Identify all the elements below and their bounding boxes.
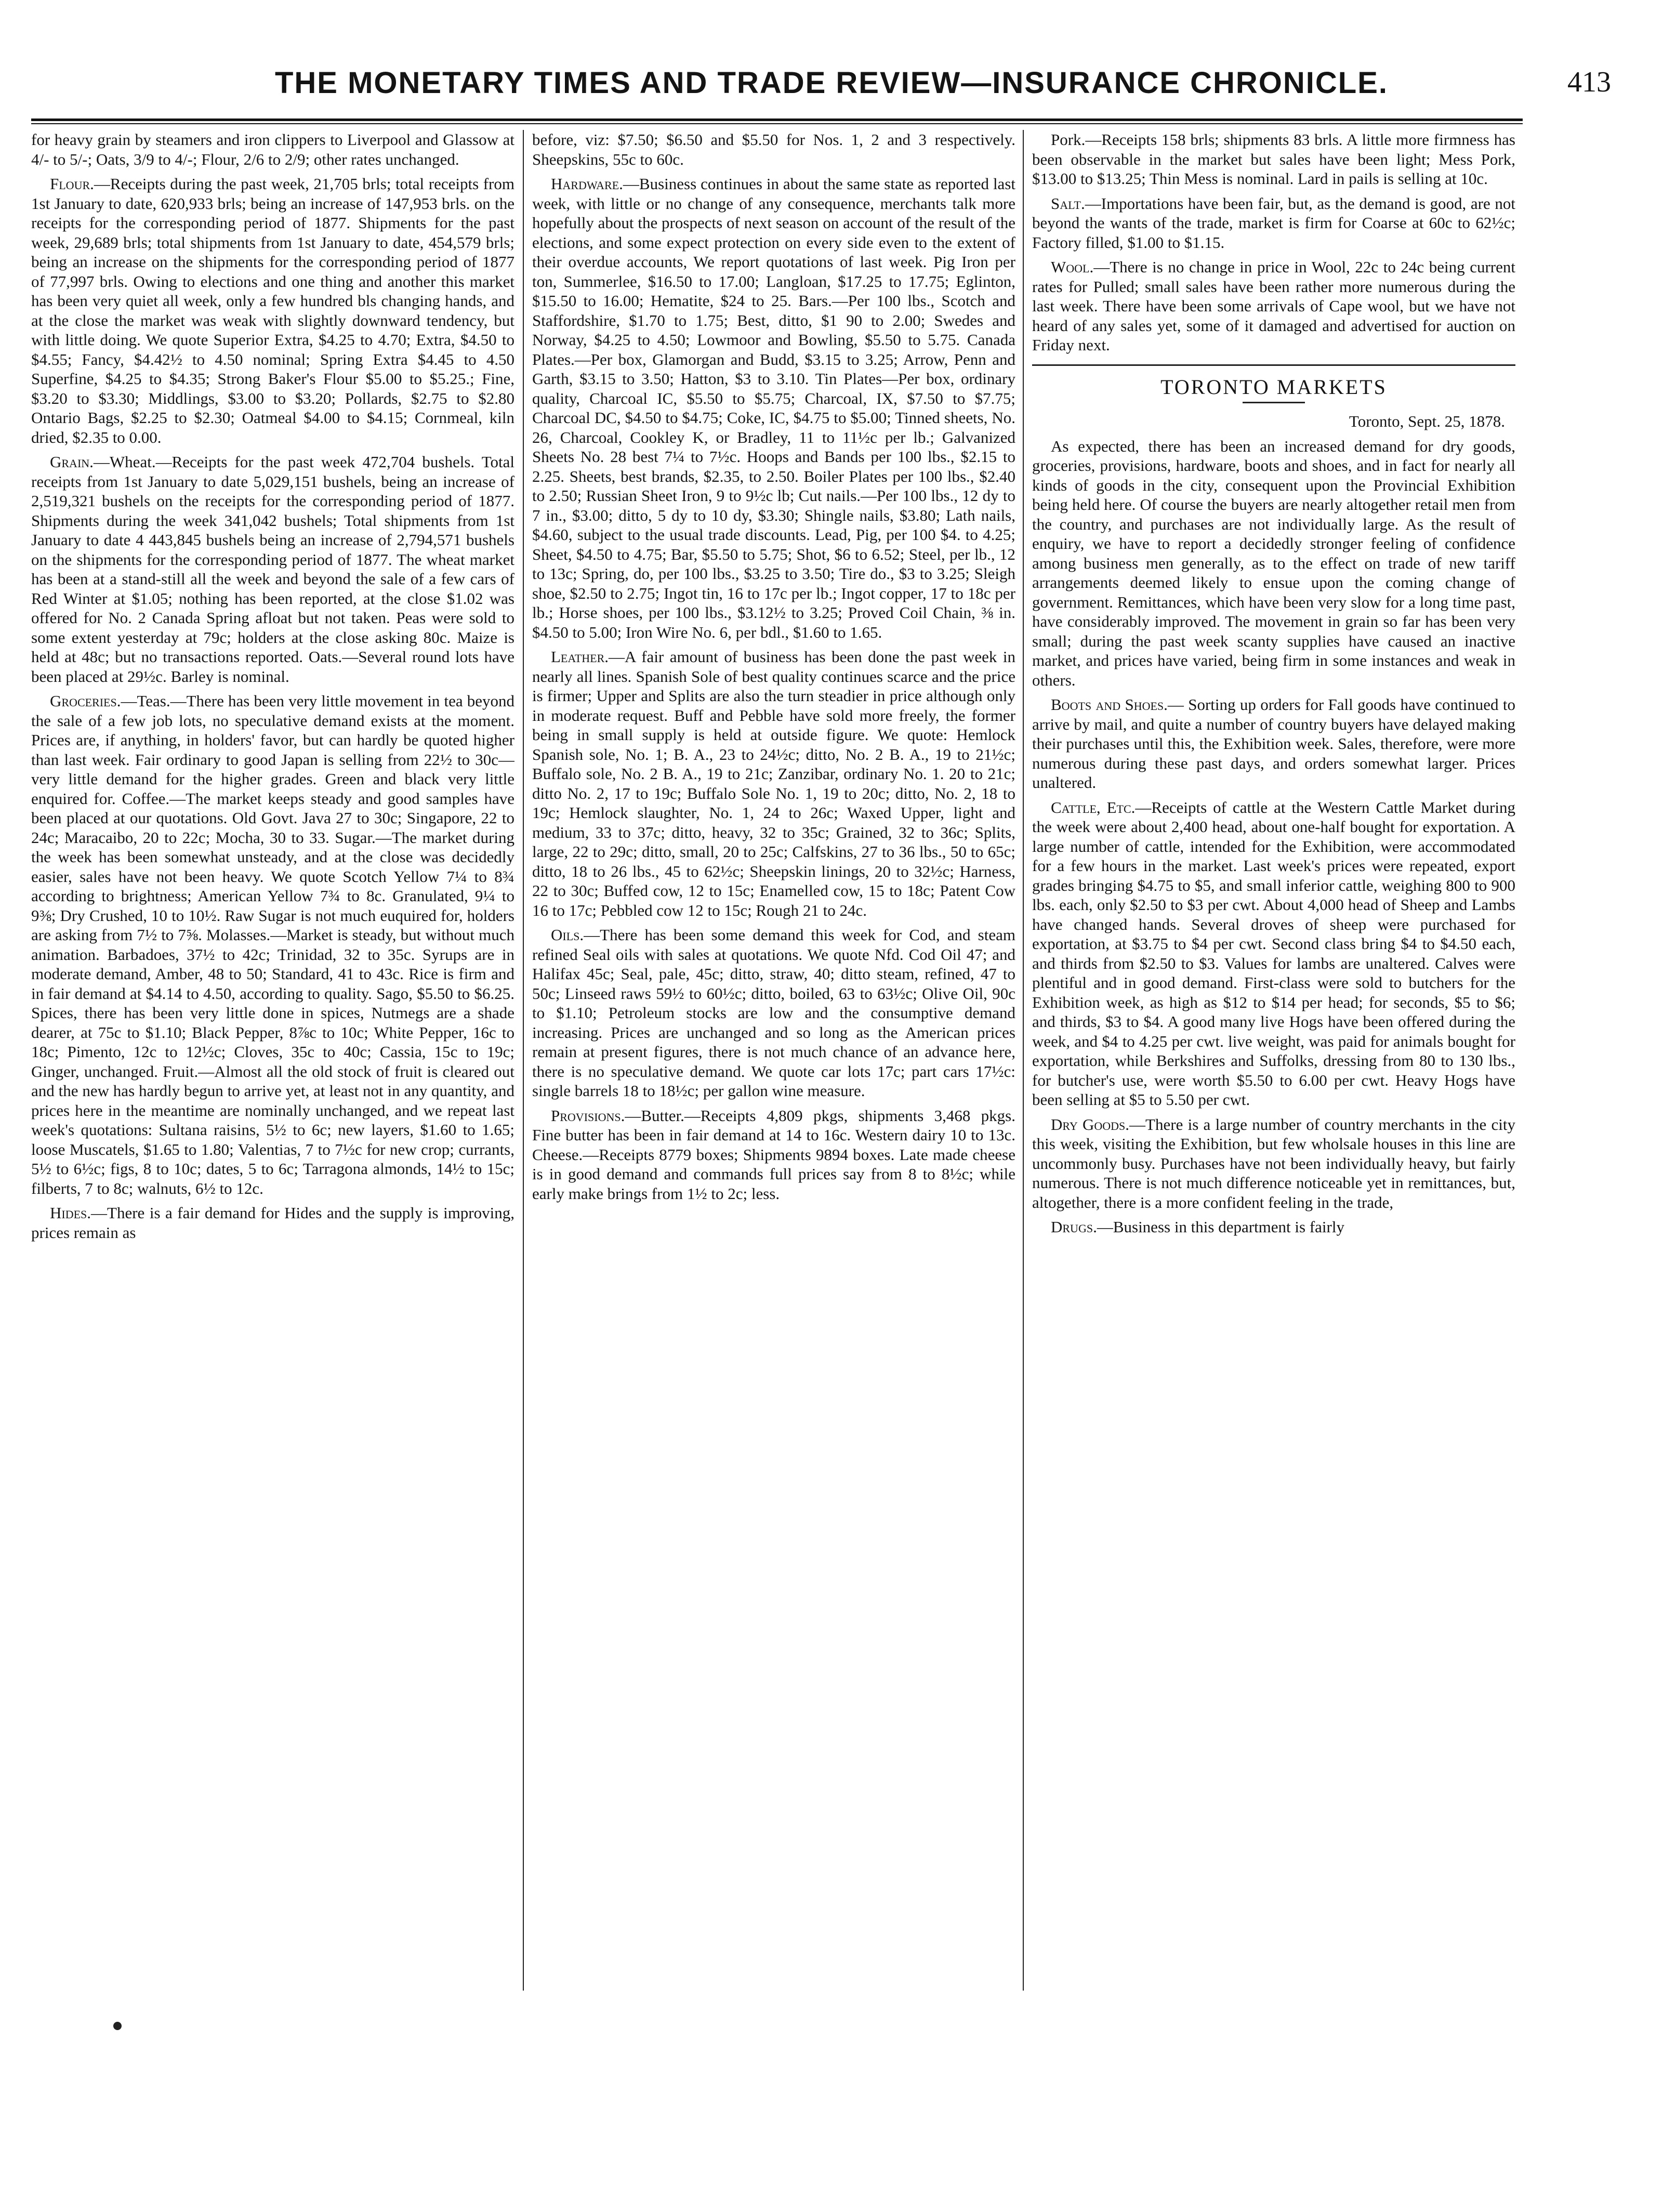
wool-paragraph <box>1032 257 1515 355</box>
boots-lead: Boots and Shoes. <box>1051 695 1168 714</box>
page-title: THE MONETARY TIMES AND TRADE REVIEW—INSURANCE CHRONICLE. <box>274 66 1389 100</box>
flour-lead: Flour. <box>50 175 94 193</box>
leather-text: —A fair amount of business has been done the past week in nearly all lines. Spanish Sole of best quality continues scarce and the price is firmer; Upper and Splits are also the turn steadier in price although only in moderate request. Buff and Pebble have sold more freely, the former being in small supply is held at outside figure. We quote: Hemlock Spanish sole, No. 1; B. A., 23 to 24½c; ditto, No. 2 B. A., 19 to 21½c; Buffalo sole, No. 2 B. A., 19 to 21c; Zanzibar, ordinary No. 1. 20 to 21c; ditto No. 2, 17 to 19c; Buffalo Sole No. 1, 19 to 20c; ditto, No. 2, 18 to 19c; Hemlock slaughter, No. 1, 24 to 26c; Waxed Upper, light and medium, 33 to 37c; ditto, heavy, 32 to 35c; Grained, 32 to 36c; Splits, large, 22 to 29c; ditto, small, 20 to 25c; Calfskins, 27 to 36 lbs., 50 to 65c; ditto, 18 to 26 lbs., 45 to 62½c; Sheepskin linings, 20 to 32½c; Harness, 22 to 30c; Buffed cow, 12 to 15c; Enamelled cow, 15 to 18c; Patent Cow 16 to 17c; Pebbled cow 12 to 15c; Rough 21 to 24c. <box>532 648 1015 919</box>
page-number: 413 <box>1567 66 1611 98</box>
drugs-lead: Drugs. <box>1051 1218 1097 1236</box>
oils-text: —There has been some demand this week for Cod, and steam refined Seal oils with sales at quotations. We quote Nfd. Cod Oil 47; and Halifax 45c; Seal, pale, 45c; ditto, straw, 40; ditto steam, refined, 47 to 50c; Linseed raws 59½ to 60½c; ditto, boiled, 63 to 63½c; Olive Oil, 90c to $1.10; Petroleum stocks are low and the consumptive demand increasing. Prices are unchanged and so long as the American prices remain at present figures, there is not much chance of an advance here, there is no speculative demand. We quote car lots 17c; part cars 17½c: single barrels 18 to 18½c; per gallon wine measure. <box>532 926 1015 1100</box>
flour-text: —Receipts during the past week, 21,705 brls; total receipts from 1st January to date, 620,933 brls; being an increase of 147,953 brls. on the receipts for the corresponding period of 1877. Shipments for the past week, 29,689 brls; total shipments from 1st January to date, 454,579 brls; being an increase on the shipments for the corresponding period of 1877 of 77,997 brls. Owing to elections and one thing and another this market has been very quiet all week, only a few hundred bls changing hands, and at the close the market was weak with slightly downward tendency, but with little doing. We quote Superior Extra, $4.25 to 4.70; Extra, $4.50 to $4.55; Fancy, $4.42½ to 4.50 nominal; Spring Extra $4.45 to 4.50 Superfine, $4.25 to $4.35; Strong Baker's Flour $5.00 to $5.25.; Fine, $3.20 to $3.30; Middlings, $3.00 to $3.20; Pollards, $2.75 to $2.80 Ontario Bags, $2.25 to $2.30; Oatmeal $4.00 to $4.15; Cornmeal, kiln dried, $2.35 to 0.00. <box>31 175 514 446</box>
column-1 <box>31 130 514 1991</box>
column-divider <box>523 130 524 1991</box>
cattle-lead: Cattle, Etc. <box>1051 798 1136 817</box>
column-2 <box>532 130 1015 1991</box>
toronto-intro-paragraph: As expected, there has been an increased demand for dry goods, groceries, provisions, hardware, boots and shoes, and in fact for nearly all kinds of goods in the city, consequent upon the Provincial Exhibition being held here. Of course the buyers are nearly altogether retail men from the country, and purchases are not individually large. As the result of enquiry, we have to report a decidedly stronger feeling of confidence among business men generally, as to the effect on trade of new tariff arrangements deemed likely to ensue upon the coming change of government. Remittances, which have been very slow for a long time past, have considerably improved. The movement in grain so far has been very small; during the past week scanty supplies have caused an inactive market, and prices have varied, being firm in some instances and weak in others. <box>1032 437 1515 689</box>
provisions-text: —Butter.—Receipts 4,809 pkgs, shipments 3,468 pkgs. Fine butter has been in fair demand at 14 to 16c. Western dairy 10 to 13c. Cheese.—Receipts 8779 boxes; Shipments 9894 boxes. Late made cheese is in good demand and commands full prices say from 8 to 8½c; while early make brings from 1½ to 2c; less. <box>532 1106 1015 1203</box>
wool-text: —There is no change in price in Wool, 22c to 24c being current rates for Pulled; small sales have been rather more numerous during the last week. There have been some arrivals of Cape wool, but we have not heard of any sales yet, some of it damaged and advertised for auction on Friday next. <box>1032 258 1515 354</box>
dateline: Toronto, Sept. 25, 1878. <box>1349 412 1505 430</box>
masthead-rule <box>31 118 1523 124</box>
grain-paragraph <box>31 452 514 686</box>
leather-paragraph <box>532 647 1015 920</box>
salt-lead: Salt. <box>1051 194 1085 213</box>
salt-paragraph <box>1032 194 1515 253</box>
drygoods-paragraph <box>1032 1115 1515 1213</box>
boots-text: — Sorting up orders for Fall goods have continued to arrive by mail, and quite a number of country buyers have delayed making their purchases until this, the Exhibition week. Sales, therefore, were more numerous during these past days, and orders somewhat larger. Prices unaltered. <box>1032 695 1515 792</box>
hardware-paragraph <box>532 174 1015 642</box>
grain-text: —Wheat.—Receipts for the past week 472,704 bushels. Total receipts from 1st January to date 5,029,151 bushels, being an increase of 2,519,321 bushels on the receipts for the corresponding period of 1877. Shipments during the week 341,042 bushels; Total shipments from 1st January to date 4 443,845 bushels being an increase of 2,794,571 bushels on the shipments for the corresponding period of 1877. The wheat market has been at a stand-still all the week and beyond the sale of a few cars of Red Winter at $1.05; nothing has been reported, at the close $1.02 was offered for No. 2 Canada Spring afloat but not taken. Peas were sold to some extent yesterday at 79c; holders at the close asking 80c. Maize is held at 48c; but no transactions reported. Oats.—Several round lots have been placed at 29½c. Barley is nominal. <box>31 453 514 686</box>
column-3 <box>1032 130 1515 1991</box>
hides-text: —There is a fair demand for Hides and the supply is improving, prices remain as <box>31 1204 514 1242</box>
salt-text: —Importations have been fair, but, as the demand is good, are not beyond the wants of the trade, market is firm for Coarse at 60c to 62½c; Factory filled, $1.00 to $1.15. <box>1032 194 1515 252</box>
drygoods-text: —There is a large number of country merchants in the city this week, visiting the Exhibition, but few wholsale houses in this line are uncommonly busy. Purchases have not been individually heavy, but fairly numerous. There is not much difference noticeable yet in remittances, but, altogether, there is a more confident feeling in the trade, <box>1032 1115 1515 1212</box>
leather-lead: Leather. <box>551 648 609 666</box>
provisions-lead: Provisions. <box>551 1106 625 1125</box>
hardware-text: —Business continues in about the same state as reported last week, with little or no change of any consequence, merchants talk more hopefully about the prospects of next season on account of the result of the elections, and some expect protection on every side even to the extent of their overdue accounts, We report quotations of last week. Pig Iron per ton, Summerlee, $16.50 to 17.00; Langloan, $17.25 to 17.75; Eglinton, $15.50 to 16.00; Hematite, $24 to 25. Bars.—Per 100 lbs., Scotch and Staffordshire, $1.70 to 1.75; Best, ditto, $1 90 to 2.00; Swedes and Norway, $4.25 to 4.50; Lowmoor and Bowling, $5.50 to 5.75. Canada Plates.—Per box, Glamorgan and Budd, $3.15 to 3.25; Arrow, Penn and Garth, $3.15 to 3.50; Hatton, $3 to 3.10. Tin Plates—Per box, ordinary quality, Charcoal IC, $5.50 to $5.75; Charcoal, IX, $7.50 to $7.75; Charcoal DC, $4.50 to $4.75; Coke, IC, $4.75 to $5.00; Tinned sheets, No. 26, Charcoal, Cookley K, or Bradley, 11 to 11½c per lb.; Galvanized Sheets No. 28 best 7¼ to 7½c. Hoops and Bands per 100 lbs., $2.15 to 2.25. Sheets, best brands, $2.35, to 2.50. Boiler Plates per 100 lbs., $2.40 to 2.50; Russian Sheet Iron, 9 to 9½c lb; Cut nails.—Per 100 lbs., 12 dy to 7 in., $3.00; ditto, 5 dy to 10 dy, $3.30; Shingle nails, $3.80; Lath nails, $4.60, subject to the usual trade discounts. Lead, Pig, per 100 $4. to 4.25; Sheet, $4.50 to 4.75; Bar, $5.50 to 5.75; Shot, $6 to 6.52; Steel, per lb., 12 to 13c; Spring, do, per 100 lbs., $3.25 to 3.50; Tire do., $3 to 3.25; Sleigh shoe, $2.50 to 2.75; Ingot tin, 16 to 17c per lb.; Ingot copper, 17 to 18c per lb.; Horse shoes, per 100 lbs., $3.12½ to 3.25; Proved Coil Chain, ⅜ in. $4.50 to 5.00; Iron Wire No. 6, per bdl., $1.60 to 1.65. <box>532 175 1015 641</box>
hides-continued-paragraph: before, viz: $7.50; $6.50 and $5.50 for Nos. 1, 2 and 3 respectively. Sheepskins, 55c to 60c. <box>532 130 1015 168</box>
boots-paragraph <box>1032 695 1515 793</box>
cattle-paragraph <box>1032 798 1515 1110</box>
oils-lead: Oils. <box>551 926 584 944</box>
oils-paragraph <box>532 925 1015 1101</box>
drugs-text: —Business in this department is fairly <box>1097 1218 1344 1236</box>
drugs-paragraph <box>1032 1217 1515 1237</box>
hides-paragraph <box>31 1203 514 1242</box>
section-rule <box>1032 364 1515 366</box>
drygoods-lead: Dry Goods. <box>1051 1115 1130 1134</box>
toronto-markets-heading: TORONTO MARKETS <box>1160 375 1387 399</box>
freight-paragraph: for heavy grain by steamers and iron clippers to Liverpool and Glassow at 4/- to 5/-; Oats, 3/9 to 4/-; Flour, 2/6 to 2/9; other rates unchanged. <box>31 130 514 168</box>
cattle-text: —Receipts of cattle at the Western Cattle Market during the week were about 2,400 head, about one-half bought for exportation. A large number of cattle, intended for the Exhibition, were accommodated for a few hours in the market. Last week's prices were repeated, export grades bringing $4.75 to $5, and small inferior cattle, weighing 800 to 900 lbs. each, only $2.50 to $3 per cwt. About 4,000 head of Sheep and Lambs have changed hands. Several droves of sheep were purchased for exportation, at $3.75 to $4 per cwt. Second class bring $4 to $4.50 each, and thirds from $2.50 to $3. Values for lambs are unaltered. Calves were plentiful and in good demand. First-class were sold to butchers for the Exhibition week, as high as $12 to $14 per head; for seconds, $5 to $6; and thirds, $3 to $4. A good many live Hogs have been offered during the week, and $4 to 4.25 per cwt. live weight, was paid for animals bought for exportation, while Berkshires and Suffolks, dressing from 80 to 130 lbs., for butcher's use, were worth $5.50 to 6.00 per cwt. Heavy Hogs have been selling at $5 to 5.50 per cwt. <box>1032 798 1515 1109</box>
heading-rule <box>1243 402 1305 403</box>
masthead <box>52 61 1611 113</box>
flour-paragraph <box>31 174 514 447</box>
ink-dot <box>113 2022 122 2030</box>
hides-lead: Hides. <box>50 1204 91 1222</box>
wool-lead: Wool. <box>1051 258 1094 276</box>
groceries-text: —Teas.—There has been very little movement in tea beyond the sale of a few job lots, no speculative demand exists at the moment. Prices are, if anything, in holders' favor, but can hardly be quoted higher than last week. Fair ordinary to good Japan is selling from 22½ to 30c—very little demand for the higher grades. Green and black very little enquired for. Coffee.—The market keeps steady and good samples have been placed at our quotations. Old Govt. Java 27 to 30c; Singapore, 22 to 24c; Maracaibo, 20 to 22c; Mocha, 30 to 33. Sugar.—The market during the week has been somewhat unsteady, and at the close was decidedly easier, sales have not been heavy. We quote Scotch Yellow 7¼ to 8¾ according to brightness; American Yellow 7¾ to 8c. Granulated, 9¼ to 9⅜; Dry Crushed, 10 to 10½. Raw Sugar is not much euquired for, holders are asking from 7½ to 7⅝. Molasses.—Market is steady, but without much animation. Barbadoes, 37½ to 42c; Trinidad, 32 to 35c. Syrups are in moderate demand, Amber, 48 to 50; Standard, 41 to 43c. Rice is firm and in fair demand at $4.14 to 4.50, according to quality. Sago, $5.50 to $6.25. Spices, there has been very little done in spices, Nutmegs are a shade dearer, at 75c to $1.10; Black Pepper, 8⅞c to 10c; White Pepper, 16c to 18c; Pimento, 12c to 12½c; Cloves, 35c to 40c; Cassia, 15c to 19c; Ginger, unchanged. Fruit.—Almost all the old stock of fruit is cleared out and the new has hardly begun to arrive yet, at least not in any quantity, and prices here in the meantime are nominally unchanged, and we repeat last week's quotations: Sultana raisins, 5½ to 6c; new layers, $1.60 to 1.65; loose Muscatels, $1.65 to 1.80; Valentias, 7 to 7½c for new crop; currants, 5½ to 6½c; figs, 8 to 10c; dates, 5 to 6c; Tarragona almonds, 14½ to 15c; filberts, 7 to 8c; walnuts, 6½ to 12c. <box>31 692 514 1197</box>
column-divider <box>1023 130 1024 1991</box>
pork-paragraph: Pork.—Receipts 158 brls; shipments 83 brls. A little more firmness has been observable in the market but sales have been light; Mess Pork, $13.00 to $13.25; Thin Mess is nominal. Lard in pails is selling at 10c. <box>1032 130 1515 188</box>
groceries-paragraph <box>31 691 514 1198</box>
groceries-lead: Groceries. <box>50 692 121 710</box>
provisions-paragraph <box>532 1106 1015 1204</box>
grain-lead: Grain. <box>50 453 94 471</box>
hardware-lead: Hardware. <box>551 175 623 193</box>
